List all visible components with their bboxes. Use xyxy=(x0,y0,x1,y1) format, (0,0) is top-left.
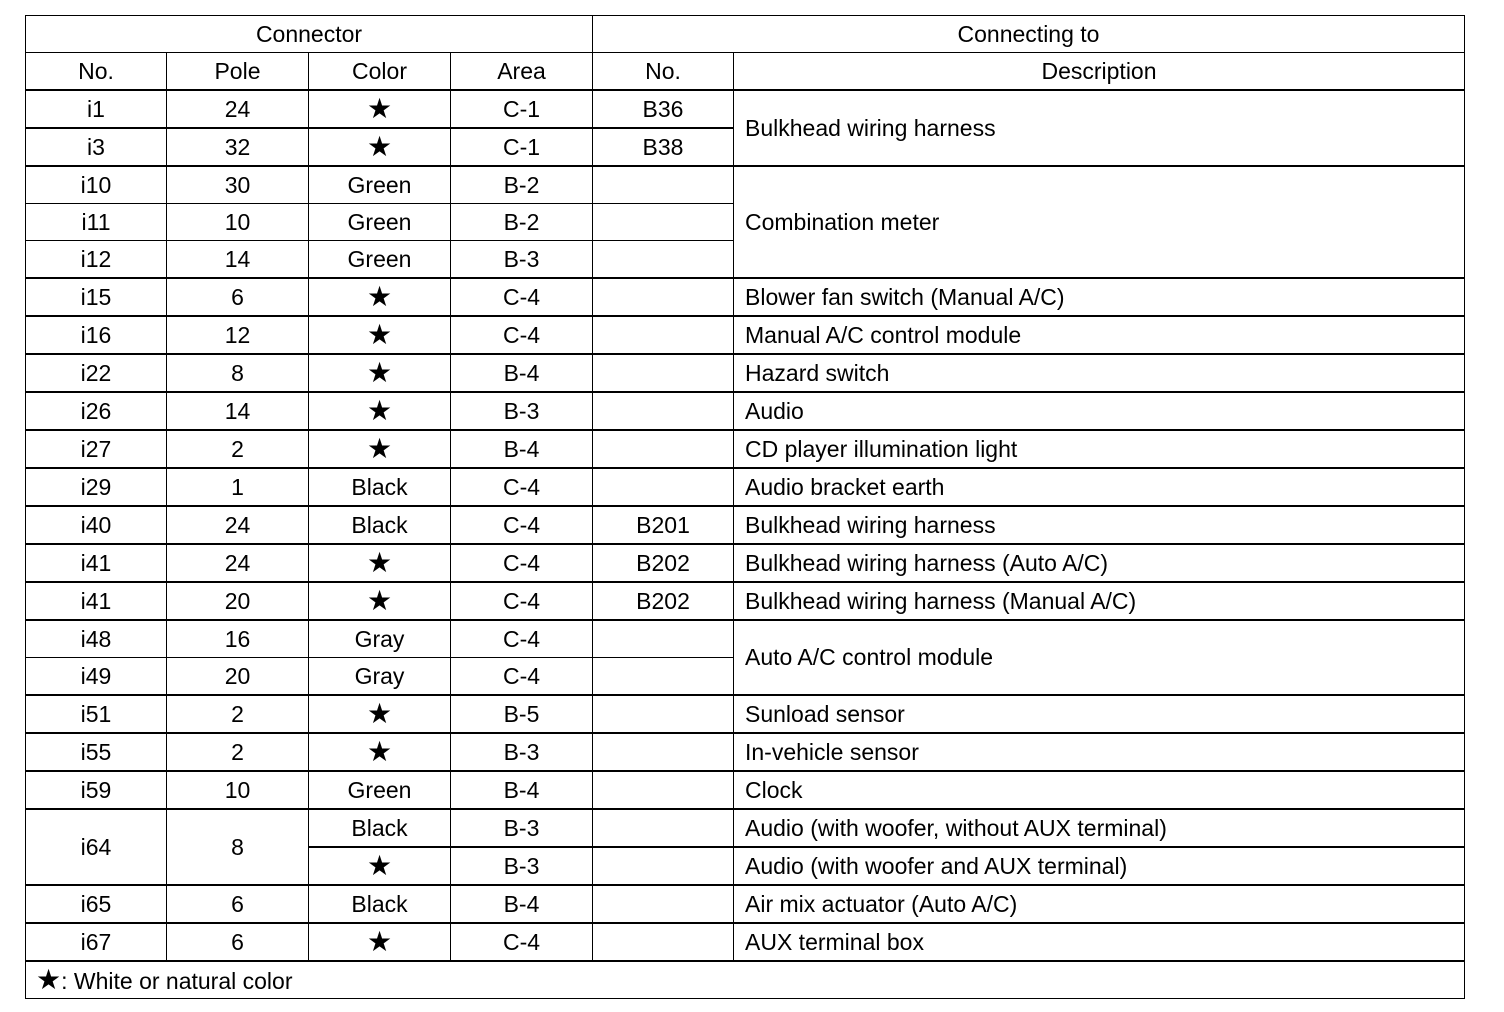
cell-color: Green xyxy=(309,204,451,241)
cell-color: Green xyxy=(309,166,451,204)
cell-description: Hazard switch xyxy=(734,354,1465,392)
cell-pole: 14 xyxy=(167,392,309,430)
cell-connecting-no xyxy=(593,241,734,279)
cell-color: Gray xyxy=(309,658,451,696)
cell-description: Audio (with woofer, without AUX terminal) xyxy=(734,809,1465,847)
cell-description: Clock xyxy=(734,771,1465,809)
cell-area: C-1 xyxy=(451,128,593,166)
cell-pole: 8 xyxy=(167,354,309,392)
cell-description: Air mix actuator (Auto A/C) xyxy=(734,885,1465,923)
cell-connecting-no: B202 xyxy=(593,544,734,582)
cell-pole: 24 xyxy=(167,544,309,582)
cell-area: C-4 xyxy=(451,620,593,658)
cell-pole: 30 xyxy=(167,166,309,204)
table-row xyxy=(26,468,1465,506)
cell-color: Black xyxy=(309,506,451,544)
cell-area: B-2 xyxy=(451,166,593,204)
cell-description: AUX terminal box xyxy=(734,923,1465,961)
cell-pole: 20 xyxy=(167,582,309,620)
cell-color: Gray xyxy=(309,620,451,658)
cell-color: ★ xyxy=(309,90,451,128)
cell-pole: 24 xyxy=(167,506,309,544)
cell-color: ★ xyxy=(309,128,451,166)
cell-description: Blower fan switch (Manual A/C) xyxy=(734,278,1465,316)
cell-no: i40 xyxy=(26,506,167,544)
table-row xyxy=(26,90,1465,128)
cell-pole: 6 xyxy=(167,278,309,316)
cell-color: ★ xyxy=(309,278,451,316)
cell-area: B-4 xyxy=(451,354,593,392)
table-row xyxy=(26,166,1465,204)
cell-area: C-4 xyxy=(451,506,593,544)
cell-area: B-5 xyxy=(451,695,593,733)
header-group-row xyxy=(26,16,1465,53)
cell-no: i65 xyxy=(26,885,167,923)
table-row xyxy=(26,506,1465,544)
table-row xyxy=(26,544,1465,582)
cell-no: i1 xyxy=(26,90,167,128)
cell-area: B-4 xyxy=(451,771,593,809)
cell-area: C-4 xyxy=(451,923,593,961)
cell-pole: 2 xyxy=(167,430,309,468)
connecting-to-group-header: Connecting to xyxy=(593,16,1465,53)
cell-pole: 32 xyxy=(167,128,309,166)
cell-connecting-no xyxy=(593,166,734,204)
connector-table-wrapper xyxy=(25,15,1465,999)
table-row xyxy=(26,430,1465,468)
cell-description: In-vehicle sensor xyxy=(734,733,1465,771)
table-row xyxy=(26,771,1465,809)
cell-area: B-4 xyxy=(451,885,593,923)
cell-description: Bulkhead wiring harness xyxy=(734,506,1465,544)
table-row xyxy=(26,582,1465,620)
cell-area: C-4 xyxy=(451,468,593,506)
cell-color: ★ xyxy=(309,847,451,885)
cell-color: ★ xyxy=(309,733,451,771)
cell-description: Manual A/C control module xyxy=(734,316,1465,354)
cell-description: Bulkhead wiring harness (Manual A/C) xyxy=(734,582,1465,620)
cell-no: i12 xyxy=(26,241,167,279)
connector-table xyxy=(25,15,1465,999)
cell-no: i11 xyxy=(26,204,167,241)
cell-connecting-no: B202 xyxy=(593,582,734,620)
cell-color: Black xyxy=(309,809,451,847)
table-row xyxy=(26,354,1465,392)
cell-connecting-no xyxy=(593,468,734,506)
cell-no: i27 xyxy=(26,430,167,468)
table-row xyxy=(26,695,1465,733)
cell-description: Audio bracket earth xyxy=(734,468,1465,506)
cell-area: B-3 xyxy=(451,241,593,279)
cell-no: i41 xyxy=(26,544,167,582)
cell-connecting-no xyxy=(593,809,734,847)
cell-color: ★ xyxy=(309,582,451,620)
cell-area: B-2 xyxy=(451,204,593,241)
col-header-description: Description xyxy=(734,53,1465,91)
col-header-pole: Pole xyxy=(167,53,309,91)
cell-area: B-3 xyxy=(451,392,593,430)
cell-connecting-no xyxy=(593,204,734,241)
footnote-cell xyxy=(26,961,1465,999)
cell-pole: 6 xyxy=(167,923,309,961)
cell-connecting-no: B201 xyxy=(593,506,734,544)
cell-color: Green xyxy=(309,771,451,809)
cell-color: Black xyxy=(309,885,451,923)
cell-no: i51 xyxy=(26,695,167,733)
cell-connecting-no xyxy=(593,392,734,430)
cell-area: C-4 xyxy=(451,658,593,696)
col-header-color: Color xyxy=(309,53,451,91)
table-row xyxy=(26,620,1465,658)
cell-pole: 6 xyxy=(167,885,309,923)
cell-connecting-no xyxy=(593,278,734,316)
cell-color: Green xyxy=(309,241,451,279)
cell-connecting-no: B38 xyxy=(593,128,734,166)
cell-pole: 20 xyxy=(167,658,309,696)
cell-no: i26 xyxy=(26,392,167,430)
cell-description: Auto A/C control module xyxy=(734,620,1465,695)
cell-connecting-no xyxy=(593,430,734,468)
cell-color: Black xyxy=(309,468,451,506)
cell-description: Bulkhead wiring harness xyxy=(734,90,1465,166)
cell-pole: 16 xyxy=(167,620,309,658)
cell-no: i29 xyxy=(26,468,167,506)
cell-no: i48 xyxy=(26,620,167,658)
cell-area: B-4 xyxy=(451,430,593,468)
cell-no: i41 xyxy=(26,582,167,620)
cell-color: ★ xyxy=(309,695,451,733)
cell-area: C-4 xyxy=(451,582,593,620)
cell-no: i59 xyxy=(26,771,167,809)
cell-color: ★ xyxy=(309,923,451,961)
table-row xyxy=(26,392,1465,430)
cell-no: i15 xyxy=(26,278,167,316)
cell-connecting-no: B36 xyxy=(593,90,734,128)
cell-description: CD player illumination light xyxy=(734,430,1465,468)
cell-no: i55 xyxy=(26,733,167,771)
cell-pole: 2 xyxy=(167,695,309,733)
cell-area: B-3 xyxy=(451,847,593,885)
cell-area: B-3 xyxy=(451,733,593,771)
table-row xyxy=(26,809,1465,847)
cell-color: ★ xyxy=(309,354,451,392)
cell-no: i49 xyxy=(26,658,167,696)
table-row xyxy=(26,316,1465,354)
col-header-area: Area xyxy=(451,53,593,91)
cell-pole: 1 xyxy=(167,468,309,506)
cell-pole: 8 xyxy=(167,809,309,885)
cell-connecting-no xyxy=(593,620,734,658)
footnote-text: : White or natural color xyxy=(61,967,293,994)
cell-connecting-no xyxy=(593,658,734,696)
cell-pole: 10 xyxy=(167,204,309,241)
cell-pole: 12 xyxy=(167,316,309,354)
cell-connecting-no xyxy=(593,354,734,392)
cell-color: ★ xyxy=(309,316,451,354)
cell-area: C-1 xyxy=(451,90,593,128)
cell-description: Audio xyxy=(734,392,1465,430)
cell-no: i10 xyxy=(26,166,167,204)
cell-area: C-4 xyxy=(451,278,593,316)
cell-no: i67 xyxy=(26,923,167,961)
col-header-no: No. xyxy=(26,53,167,91)
header-columns-row xyxy=(26,53,1465,91)
cell-description: Sunload sensor xyxy=(734,695,1465,733)
cell-area: C-4 xyxy=(451,544,593,582)
cell-pole: 24 xyxy=(167,90,309,128)
cell-color: ★ xyxy=(309,544,451,582)
star-icon: ★ xyxy=(36,963,62,995)
table-row xyxy=(26,733,1465,771)
cell-connecting-no xyxy=(593,316,734,354)
cell-color: ★ xyxy=(309,430,451,468)
cell-no: i3 xyxy=(26,128,167,166)
cell-no: i16 xyxy=(26,316,167,354)
cell-connecting-no xyxy=(593,847,734,885)
footnote-row xyxy=(26,961,1465,999)
cell-connecting-no xyxy=(593,771,734,809)
cell-connecting-no xyxy=(593,923,734,961)
cell-description: Audio (with woofer and AUX terminal) xyxy=(734,847,1465,885)
cell-pole: 2 xyxy=(167,733,309,771)
col-header-connecting-no: No. xyxy=(593,53,734,91)
cell-connecting-no xyxy=(593,733,734,771)
cell-area: C-4 xyxy=(451,316,593,354)
cell-color: ★ xyxy=(309,392,451,430)
table-row xyxy=(26,885,1465,923)
cell-pole: 10 xyxy=(167,771,309,809)
cell-description: Bulkhead wiring harness (Auto A/C) xyxy=(734,544,1465,582)
table-row xyxy=(26,278,1465,316)
cell-connecting-no xyxy=(593,885,734,923)
table-row xyxy=(26,923,1465,961)
cell-pole: 14 xyxy=(167,241,309,279)
cell-connecting-no xyxy=(593,695,734,733)
cell-no: i64 xyxy=(26,809,167,885)
cell-no: i22 xyxy=(26,354,167,392)
cell-area: B-3 xyxy=(451,809,593,847)
cell-description: Combination meter xyxy=(734,166,1465,278)
connector-group-header: Connector xyxy=(26,16,593,53)
